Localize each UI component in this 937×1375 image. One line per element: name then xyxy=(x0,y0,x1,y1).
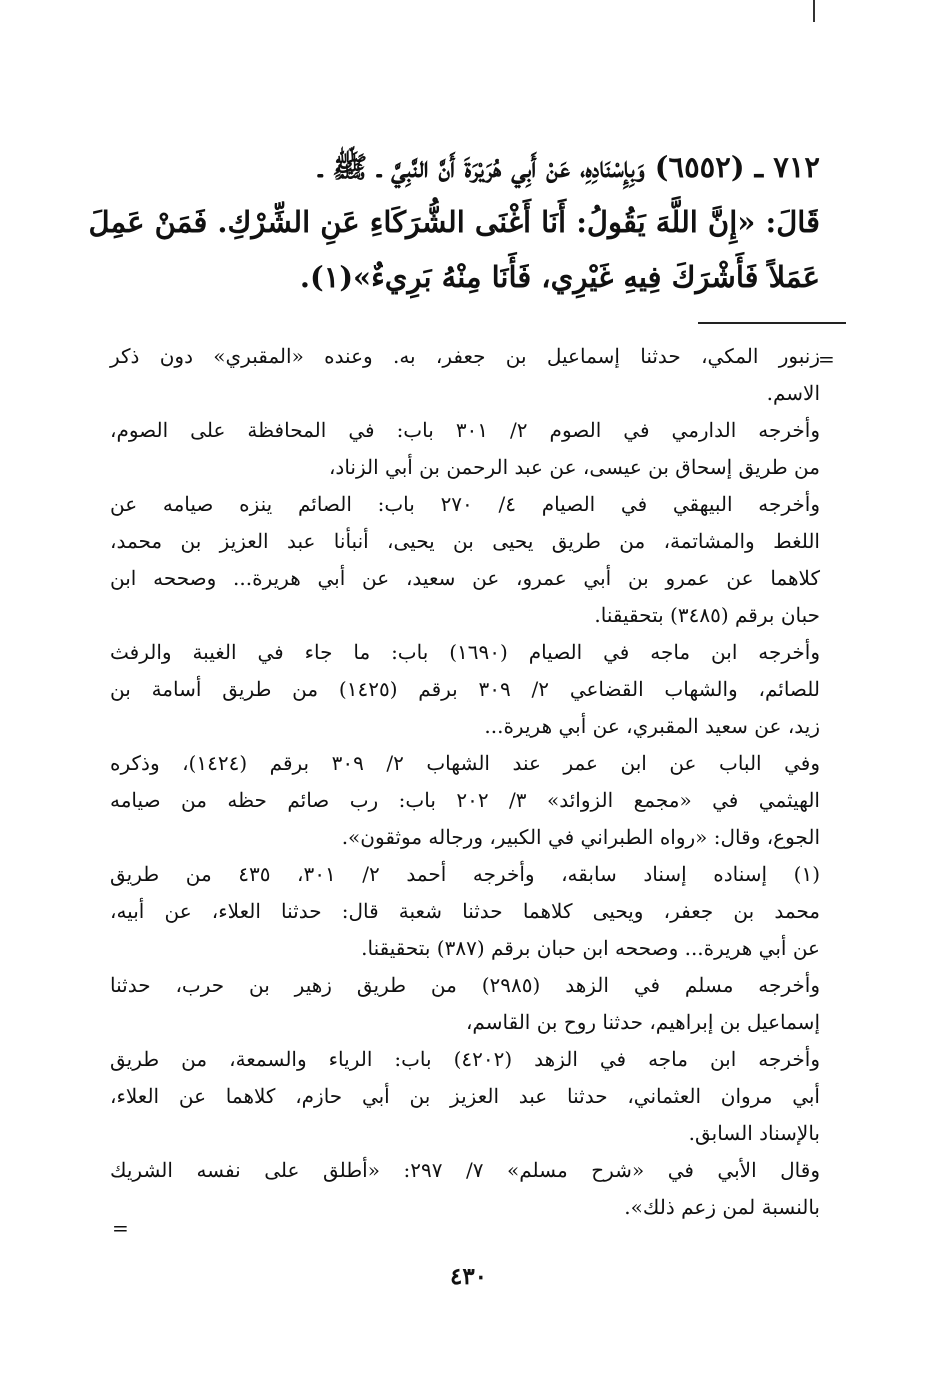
footnote-line: من طريق إسحاق بن عيسى، عن عبد الرحمن بن أبي الزناد، xyxy=(328,455,820,479)
footnote-line: اللغط والمشاتمة، من طريق يحيى بن يحيى، أنبأنا عبد العزيز بن محمد، xyxy=(110,529,820,553)
footnote-line: أبي مروان العثماني، حدثنا عبد العزيز بن أبي حازم، كلاهما عن العلاء، xyxy=(110,1084,820,1108)
footnote-paragraph xyxy=(110,1041,820,1152)
footnote-line: (١) إسناده إسناد سابقه، وأخرجه أحمد ٢/ ٣٠١، ٤٣٥ من طريق xyxy=(110,862,820,886)
footnote-line: وفي الباب عن ابن عمر عند الشهاب ٢/ ٣٠٩ برقم (١٤٢٤)، وذكره xyxy=(110,751,820,775)
footnote-line: عن أبي هريرة... وصححه ابن حبان برقم (٣٨٧) بتحقيقنا. xyxy=(361,936,820,960)
footnote-paragraph xyxy=(110,412,820,486)
footnote-line: وأخرجه البيهقي في الصيام ٤/ ٢٧٠ باب: الصائم ينزه صيامه عن xyxy=(110,492,820,516)
footnotes xyxy=(110,338,820,1226)
footnote-line: للصائم، والشهاب القضاعي ٢/ ٣٠٩ برقم (١٤٢٥) من طريق أسامة بن xyxy=(110,677,820,701)
footnote-paragraph xyxy=(110,1152,820,1226)
footnote-line: كلاهما عن عمرو بن أبي عمرو، عن سعيد، عن أبي هريرة... وصححه ابن xyxy=(110,566,820,590)
footnote-line: بالإسناد السابق. xyxy=(688,1121,820,1145)
footnote-line: الجوع، وقال: «رواه الطبراني في الكبير، ورجاله موثقون». xyxy=(341,825,820,849)
footnote-paragraph xyxy=(110,856,820,967)
footnote-paragraph xyxy=(110,338,820,412)
footnote-line: زيد، عن سعيد المقبري، عن أبي هريرة... xyxy=(484,714,820,738)
footnote-paragraph xyxy=(110,486,820,634)
hadith-line: ٧١٢ ـ (٦٥٥٢) وَبِإِسْنَادِهِ، عَنْ أَبِي هُرَيْرَةَ أَنَّ النَّبِيَّ ـ ﷺ ـ xyxy=(318,150,820,184)
footnote-line: بالنسبة لمن زعم ذلك». xyxy=(624,1195,820,1219)
footnote-paragraph xyxy=(110,967,820,1041)
footnote-line: زنبور المكي، حدثنا إسماعيل بن جعفر، به. وعنده «المقبري» دون ذكر xyxy=(110,344,820,368)
footnote-separator xyxy=(698,322,846,324)
footnote-line: وأخرجه الدارمي في الصوم ٢/ ٣٠١ باب: في المحافظة على الصوم، xyxy=(110,418,820,442)
hadith-line: قَالَ: «إِنَّ اللَّهَ يَقُولُ: أَنَا أَغْنَى الشُّرَكَاءِ عَنِ الشِّرْكِ. فَمَنْ عَمِلَ xyxy=(88,205,820,239)
footnote-line: محمد بن جعفر، ويحيى كلاهما حدثنا شعبة قال: حدثنا العلاء، عن أبيه، xyxy=(110,899,820,923)
continuation-mark: = xyxy=(818,347,835,371)
footnote-line: وأخرجه مسلم في الزهد (٢٩٨٥) من طريق زهير بن حرب، حدثنا xyxy=(110,973,820,997)
footnote-line: وأخرجه ابن ماجه في الزهد (٤٢٠٢) باب: الرياء والسمعة، من طريق xyxy=(110,1047,820,1071)
footnote-line: وقال الأبي في «شرح مسلم» ٧/ ٢٩٧: «أطلق على نفسه الشريك xyxy=(110,1158,820,1182)
footnote-paragraph xyxy=(110,634,820,745)
hadith-line: عَمَلاً فَأَشْرَكَ فِيهِ غَيْرِي، فَأَنَا مِنْهُ بَرِيءٌ»(١). xyxy=(299,260,820,294)
footnote-line: وأخرجه ابن ماجه في الصيام (١٦٩٠) باب: ما جاء في الغيبة والرفث xyxy=(110,640,820,664)
footnote-line: الهيثمي في «مجمع الزوائد» ٣/ ٢٠٢ باب: رب صائم حظه من صيامه xyxy=(110,788,820,812)
page-number: ٤٣٠ xyxy=(449,1263,488,1290)
footnote-line: إسماعيل بن إبراهيم، حدثنا روح بن القاسم، xyxy=(465,1010,820,1034)
edge-line xyxy=(813,0,815,22)
footnote-line: حبان برقم (٣٤٨٥) بتحقيقنا. xyxy=(594,603,820,627)
continued-mark: = xyxy=(112,1216,129,1240)
footnote-line: الاسم. xyxy=(766,381,820,405)
footnote-paragraph xyxy=(110,745,820,856)
hadith-text xyxy=(88,140,820,305)
